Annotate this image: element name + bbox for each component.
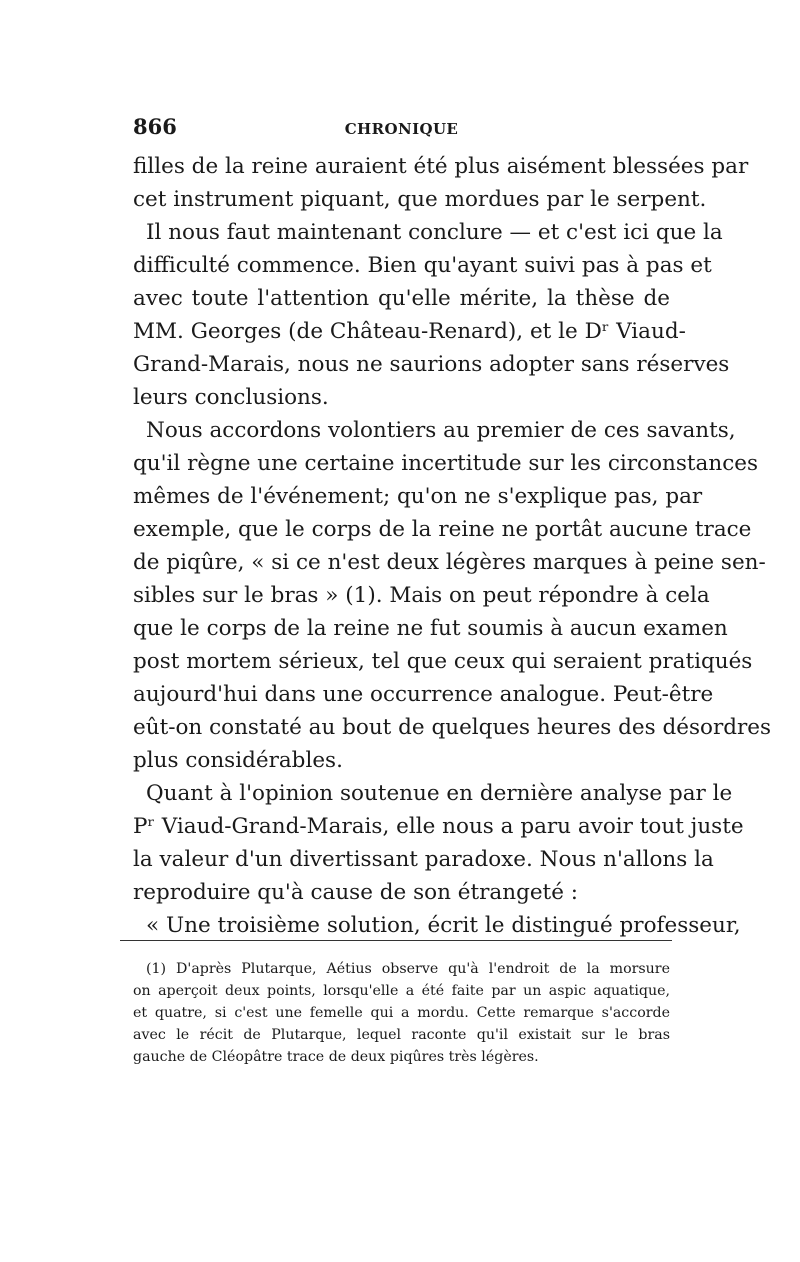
footnote-line: gauche de Cléopâtre trace de deux piqûres très légères. xyxy=(133,1049,539,1065)
footnote-line: avec le récit de Plutarque, lequel raconte qu'il existait sur le bras xyxy=(133,1027,670,1043)
page-number: 866 xyxy=(133,114,177,139)
footnote-line: on aperçoit deux points, lorsqu'elle a été faite par un aspic aquatique, xyxy=(133,983,670,999)
text-line: Grand-Marais, nous ne saurions adopter sans réserves xyxy=(133,352,730,377)
text-line: « Une troisième solution, écrit le distingué professeur, xyxy=(146,913,741,938)
footnote-line: et quatre, si c'est une femelle qui a mordu. Cette remarque s'accorde xyxy=(133,1005,670,1021)
text-line: leurs conclusions. xyxy=(133,385,329,410)
text-line: plus considérables. xyxy=(133,748,343,773)
running-head xyxy=(133,110,670,146)
text-line: filles de la reine auraient été plus aisément blessées par xyxy=(133,154,749,179)
text-line: cet instrument piquant, que mordues par le serpent. xyxy=(133,187,707,212)
text-line: eût-on constaté au bout de quelques heures des désordres xyxy=(133,715,772,740)
text-line: Il nous faut maintenant conclure — et c'est ici que la xyxy=(146,220,723,245)
text-line: que le corps de la reine ne fut soumis à aucun examen xyxy=(133,616,728,641)
text-line: post mortem sérieux, tel que ceux qui seraient pratiqués xyxy=(133,649,753,674)
text-line: Nous accordons volontiers au premier de ces savants, xyxy=(146,418,736,443)
text-line: mêmes de l'événement; qu'on ne s'explique pas, par xyxy=(133,484,703,509)
text-line: sibles sur le bras » (1). Mais on peut répondre à cela xyxy=(133,583,710,608)
footnote-rule xyxy=(120,940,672,941)
text-line: MM. Georges (de Château-Renard), et le Dʳ Viaud- xyxy=(133,319,686,344)
text-line: reproduire qu'à cause de son étrangeté : xyxy=(133,880,578,905)
text-line: de piqûre, « si ce n'est deux légères marques à peine sen- xyxy=(133,550,766,575)
text-line: avec toute l'attention qu'elle mérite, la thèse de xyxy=(133,286,670,311)
running-title: CHRONIQUE xyxy=(344,120,459,138)
text-line: difficulté commence. Bien qu'ayant suivi pas à pas et xyxy=(133,253,712,278)
text-line: qu'il règne une certaine incertitude sur les circonstances xyxy=(133,451,759,476)
text-line: la valeur d'un divertissant paradoxe. Nous n'allons la xyxy=(133,847,714,872)
footnote-line: (1) D'après Plutarque, Aétius observe qu'à l'endroit de la morsure xyxy=(146,961,670,977)
text-line: exemple, que le corps de la reine ne portât aucune trace xyxy=(133,517,752,542)
text-line: aujourd'hui dans une occurrence analogue. Peut-être xyxy=(133,682,714,707)
text-line: Pʳ Viaud-Grand-Marais, elle nous a paru avoir tout juste xyxy=(133,814,744,839)
text-line: Quant à l'opinion soutenue en dernière analyse par le xyxy=(146,781,733,806)
